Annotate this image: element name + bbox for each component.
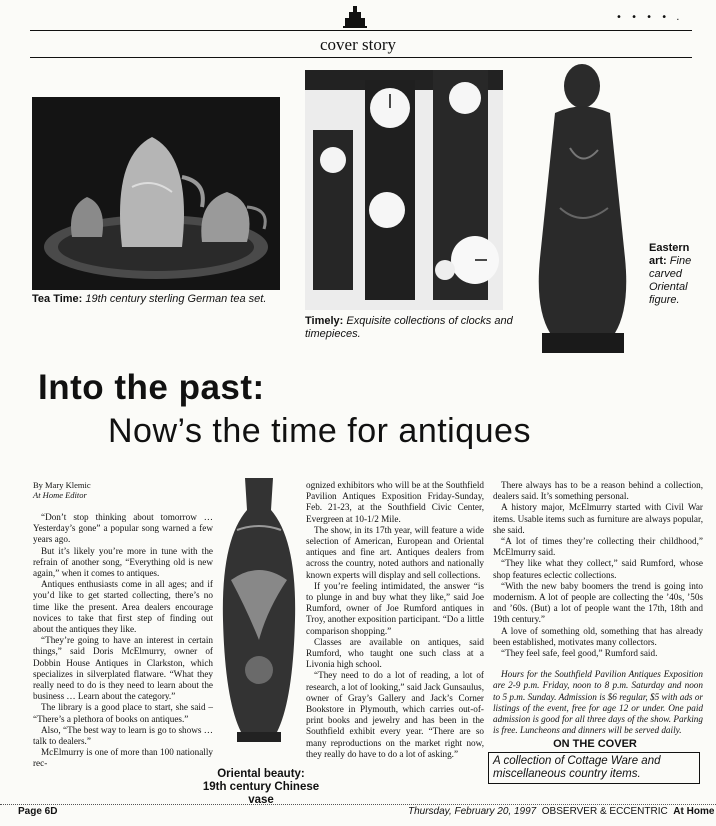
- paragraph: If you’re feeling intimidated, the answer “is to plunge in and buy what they like,” said Joe Rumford, owner of Joe Rumford antiques in Troy, another exposition participant. “Do a little comparison shopping.”: [306, 580, 484, 636]
- tea-set-caption: Tea Time: 19th century sterling German tea set.: [32, 293, 267, 305]
- headline: Into the past:: [38, 368, 265, 407]
- section-rule-top: [30, 30, 692, 31]
- page-folio: Page 6D: [18, 806, 58, 817]
- paragraph: Classes are available on antiques, said Rumford, who taught one such class at a Livonia high school.: [306, 636, 484, 670]
- paragraph: A love of something old, something that has already been established, motivates many collectors.: [493, 625, 703, 647]
- subhead: Now’s the time for antiques: [108, 412, 531, 450]
- paragraph: The library is a good place to start, she said – “There’s a plethora of books on antiques.”: [33, 702, 213, 724]
- paragraph: ognized exhibitors who will be at the Southfield Pavilion Antiques Exposition Friday-Sunday, Feb. 21-23, at the Southfield Civic Center, Evergreen at 10-1/2 Mile.: [306, 480, 484, 524]
- paragraph: “With the new baby boomers the trend is going into modernism. A lot of people are collecting the ’40s, ’50s and ’60s. (But) a lot of people want the 17th, 18th and 19th century.”: [493, 580, 703, 625]
- on-the-cover-text: A collection of Cottage Ware and miscellaneous country items.: [493, 755, 661, 780]
- byline: [33, 480, 213, 500]
- footer-paper: OBSERVER & ECCENTRIC: [541, 806, 668, 817]
- article-column-2: [306, 480, 484, 760]
- clocks-caption: Timely: Exquisite collections of clocks and timepieces.: [305, 315, 513, 340]
- oriental-figure-photo: [520, 58, 645, 358]
- paragraph: “They feel safe, feel good,” Rumford said.: [501, 648, 658, 659]
- byline-role: At Home Editor: [33, 490, 87, 500]
- paragraph: There always has to be a reason behind a collection, dealers said. It’s something personal.: [493, 480, 703, 502]
- paragraph: Also, “The best way to learn is go to shows … talk to dealers.”: [33, 724, 213, 747]
- figure-caption: Eastern art: Fine carved Oriental figure.: [649, 242, 692, 306]
- decorative-dots: • • • • .: [616, 12, 683, 23]
- paragraph: “They need to do a lot of reading, a lot of research, a lot of looking,” said Jack Gunsaulus, owner of Gray’s Gallery and Jack’s Corner Bookstore in Plymouth, which carries out-of-print books and jewelry and has been in the Southfield exhibit every year. “There are so many reproductions on the market right now, they really do have to do a lot of asking.”: [306, 670, 484, 759]
- paragraph: “They like what they collect,” said Rumford, whose shop features eclectic collections.: [493, 558, 703, 580]
- paragraph: The show, in its 17th year, will feature a wide selection of American, European and Oriental antiques and fine art. Antiques dealers from across the country, noted authors and nationally known experts will display and sell collections.: [306, 524, 484, 580]
- paragraph: McElmurry is one of more than 100 nationally rec-: [33, 747, 213, 769]
- footer-line: [408, 806, 714, 817]
- article-column-3: [493, 480, 703, 736]
- event-info: Hours for the Southfield Pavilion Antiques Exposition are 2-9 p.m. Friday, noon to 8 p.m. Saturday and noon to 5 p.m. Sunday. Admission is $6 regular, $5 with ads or listings of the event, free for age 12 or under. One paid admission is good for all three days of the show. Parking is free. Luncheons and dinners will be served daily.: [493, 669, 703, 736]
- paragraph: But it’s likely you’re more in tune with the refrain of another song, “Everything old is new again,” when it comes to antiques.: [33, 545, 213, 579]
- paragraph: “A lot of times they’re collecting their childhood,” McElmurry said.: [493, 536, 703, 558]
- vase-photo: [217, 470, 301, 770]
- clocks-photo: [305, 70, 503, 310]
- footer-date: Thursday, February 20, 1997: [408, 806, 537, 817]
- paragraph: “They’re going to have an interest in certain things,” said Doris McElmurry, owner of Dobbin House Antiques in Clarkston, which specializes in silverplated flatware. “What they really need to do is they need to learn about the business … Learn about the category.”: [33, 635, 213, 702]
- article-column-1: [33, 480, 213, 770]
- section-label: cover story: [319, 35, 396, 54]
- on-the-cover-title: ON THE COVER: [553, 738, 637, 750]
- vase-caption: Oriental beauty: 19th century Chinese vase: [202, 768, 320, 806]
- footer-section: At Home: [673, 806, 715, 817]
- paragraph: A history major, McElmurry started with Civil War items. Usable items such as furniture are always popular, she said.: [493, 502, 703, 535]
- paragraph: Antiques enthusiasts come in all ages; and if you’d like to get started collecting, there’s no time like the present. Area dealers encourage novices to take that first step of finding out about the antiques they like.: [33, 579, 213, 635]
- byline-name: By Mary Klemic: [33, 480, 91, 490]
- paragraph: “Don’t stop thinking about tomorrow … Yesterday’s gone” a popular song warned a few years ago.: [33, 512, 213, 545]
- tea-set-photo: [32, 97, 280, 290]
- building-logo-icon: [343, 6, 367, 28]
- footer-rule: [0, 804, 716, 805]
